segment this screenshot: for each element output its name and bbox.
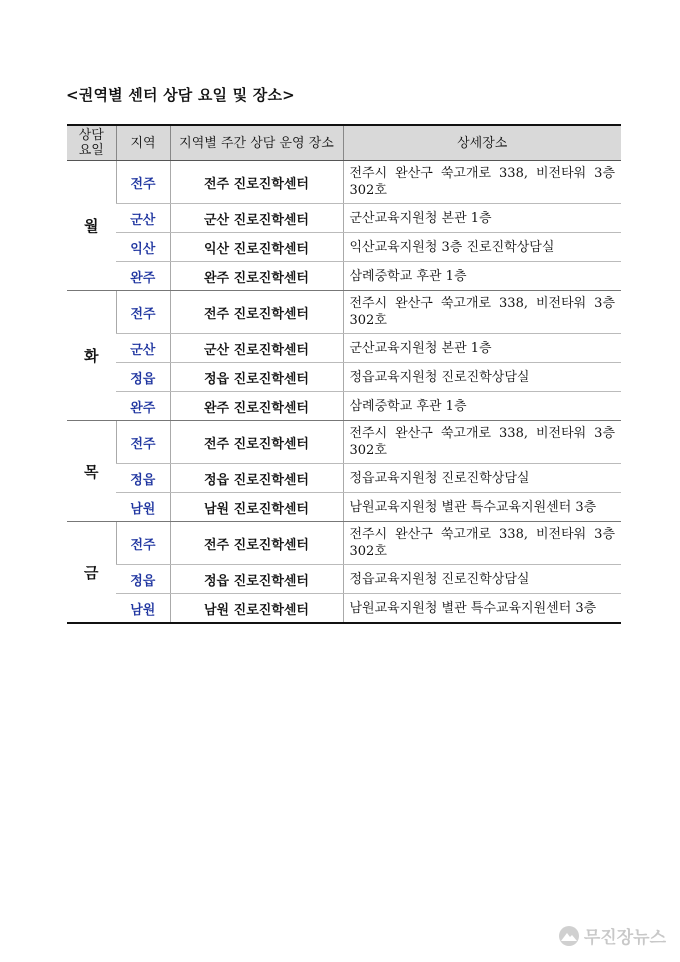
center-name-cell: 전주 진로진학센터 [170, 161, 343, 204]
day-cell: 월 [67, 161, 116, 291]
table-row [67, 392, 621, 421]
center-name-cell: 전주 진로진학센터 [170, 291, 343, 334]
location-cell: 전주시 완산구 쑥고개로 338, 비전타워 3층 302호 [343, 161, 621, 204]
location-cell: 군산교육지원청 본관 1층 [343, 204, 621, 233]
region-cell: 완주 [116, 262, 170, 291]
location-cell: 정읍교육지원청 진로진학상담실 [343, 363, 621, 392]
region-cell: 남원 [116, 493, 170, 522]
region-cell: 정읍 [116, 363, 170, 392]
table-header-row [67, 125, 621, 161]
location-cell: 전주시 완산구 쑥고개로 338, 비전타워 3층 302호 [343, 421, 621, 464]
center-name-cell: 완주 진로진학센터 [170, 392, 343, 421]
center-name-cell: 군산 진로진학센터 [170, 204, 343, 233]
location-cell: 전주시 완산구 쑥고개로 338, 비전타워 3층 302호 [343, 522, 621, 565]
table-row [67, 233, 621, 262]
table-row [67, 464, 621, 493]
table-row [67, 161, 621, 204]
center-name-cell: 전주 진로진학센터 [170, 522, 343, 565]
header-region: 지역 [116, 125, 170, 161]
table-row [67, 334, 621, 363]
table-row [67, 565, 621, 594]
region-cell: 전주 [116, 291, 170, 334]
center-name-cell: 남원 진로진학센터 [170, 594, 343, 624]
schedule-table [67, 124, 621, 624]
header-day-line2: 요일 [78, 143, 104, 158]
header-day [67, 125, 116, 161]
location-cell: 전주시 완산구 쑥고개로 338, 비전타워 3층 302호 [343, 291, 621, 334]
center-name-cell: 완주 진로진학센터 [170, 262, 343, 291]
header-center: 지역별 주간 상담 운영 장소 [170, 125, 343, 161]
header-location: 상세장소 [343, 125, 621, 161]
region-cell: 정읍 [116, 565, 170, 594]
table-row [67, 262, 621, 291]
center-name-cell: 정읍 진로진학센터 [170, 565, 343, 594]
region-cell: 군산 [116, 204, 170, 233]
center-name-cell: 남원 진로진학센터 [170, 493, 343, 522]
center-name-cell: 익산 진로진학센터 [170, 233, 343, 262]
day-cell: 금 [67, 522, 116, 624]
center-name-cell: 정읍 진로진학센터 [170, 464, 343, 493]
region-cell: 익산 [116, 233, 170, 262]
table-row [67, 594, 621, 624]
mountain-logo-icon [558, 925, 580, 947]
location-cell: 군산교육지원청 본관 1층 [343, 334, 621, 363]
watermark-text: 무진장뉴스 [583, 928, 666, 948]
location-cell: 익산교육지원청 3층 진로진학상담실 [343, 233, 621, 262]
location-cell: 삼례중학교 후관 1층 [343, 392, 621, 421]
center-name-cell: 전주 진로진학센터 [170, 421, 343, 464]
watermark [558, 923, 666, 948]
table-row [67, 421, 621, 464]
region-cell: 전주 [116, 161, 170, 204]
region-cell: 전주 [116, 421, 170, 464]
table-row [67, 204, 621, 233]
location-cell: 남원교육지원청 별관 특수교육지원센터 3층 [343, 493, 621, 522]
region-cell: 남원 [116, 594, 170, 624]
region-cell: 군산 [116, 334, 170, 363]
day-cell: 화 [67, 291, 116, 421]
center-name-cell: 군산 진로진학센터 [170, 334, 343, 363]
center-name-cell: 정읍 진로진학센터 [170, 363, 343, 392]
region-cell: 완주 [116, 392, 170, 421]
region-cell: 정읍 [116, 464, 170, 493]
table-row [67, 291, 621, 334]
table-row [67, 522, 621, 565]
header-day-line1: 상담 [78, 128, 104, 143]
location-cell: 정읍교육지원청 진로진학상담실 [343, 464, 621, 493]
table-row [67, 493, 621, 522]
table-body [67, 161, 621, 624]
document-title: <권역별 센터 상담 요일 및 장소> [66, 86, 295, 104]
table-row [67, 363, 621, 392]
day-cell: 목 [67, 421, 116, 522]
location-cell: 삼례중학교 후관 1층 [343, 262, 621, 291]
location-cell: 남원교육지원청 별관 특수교육지원센터 3층 [343, 594, 621, 624]
region-cell: 전주 [116, 522, 170, 565]
location-cell: 정읍교육지원청 진로진학상담실 [343, 565, 621, 594]
